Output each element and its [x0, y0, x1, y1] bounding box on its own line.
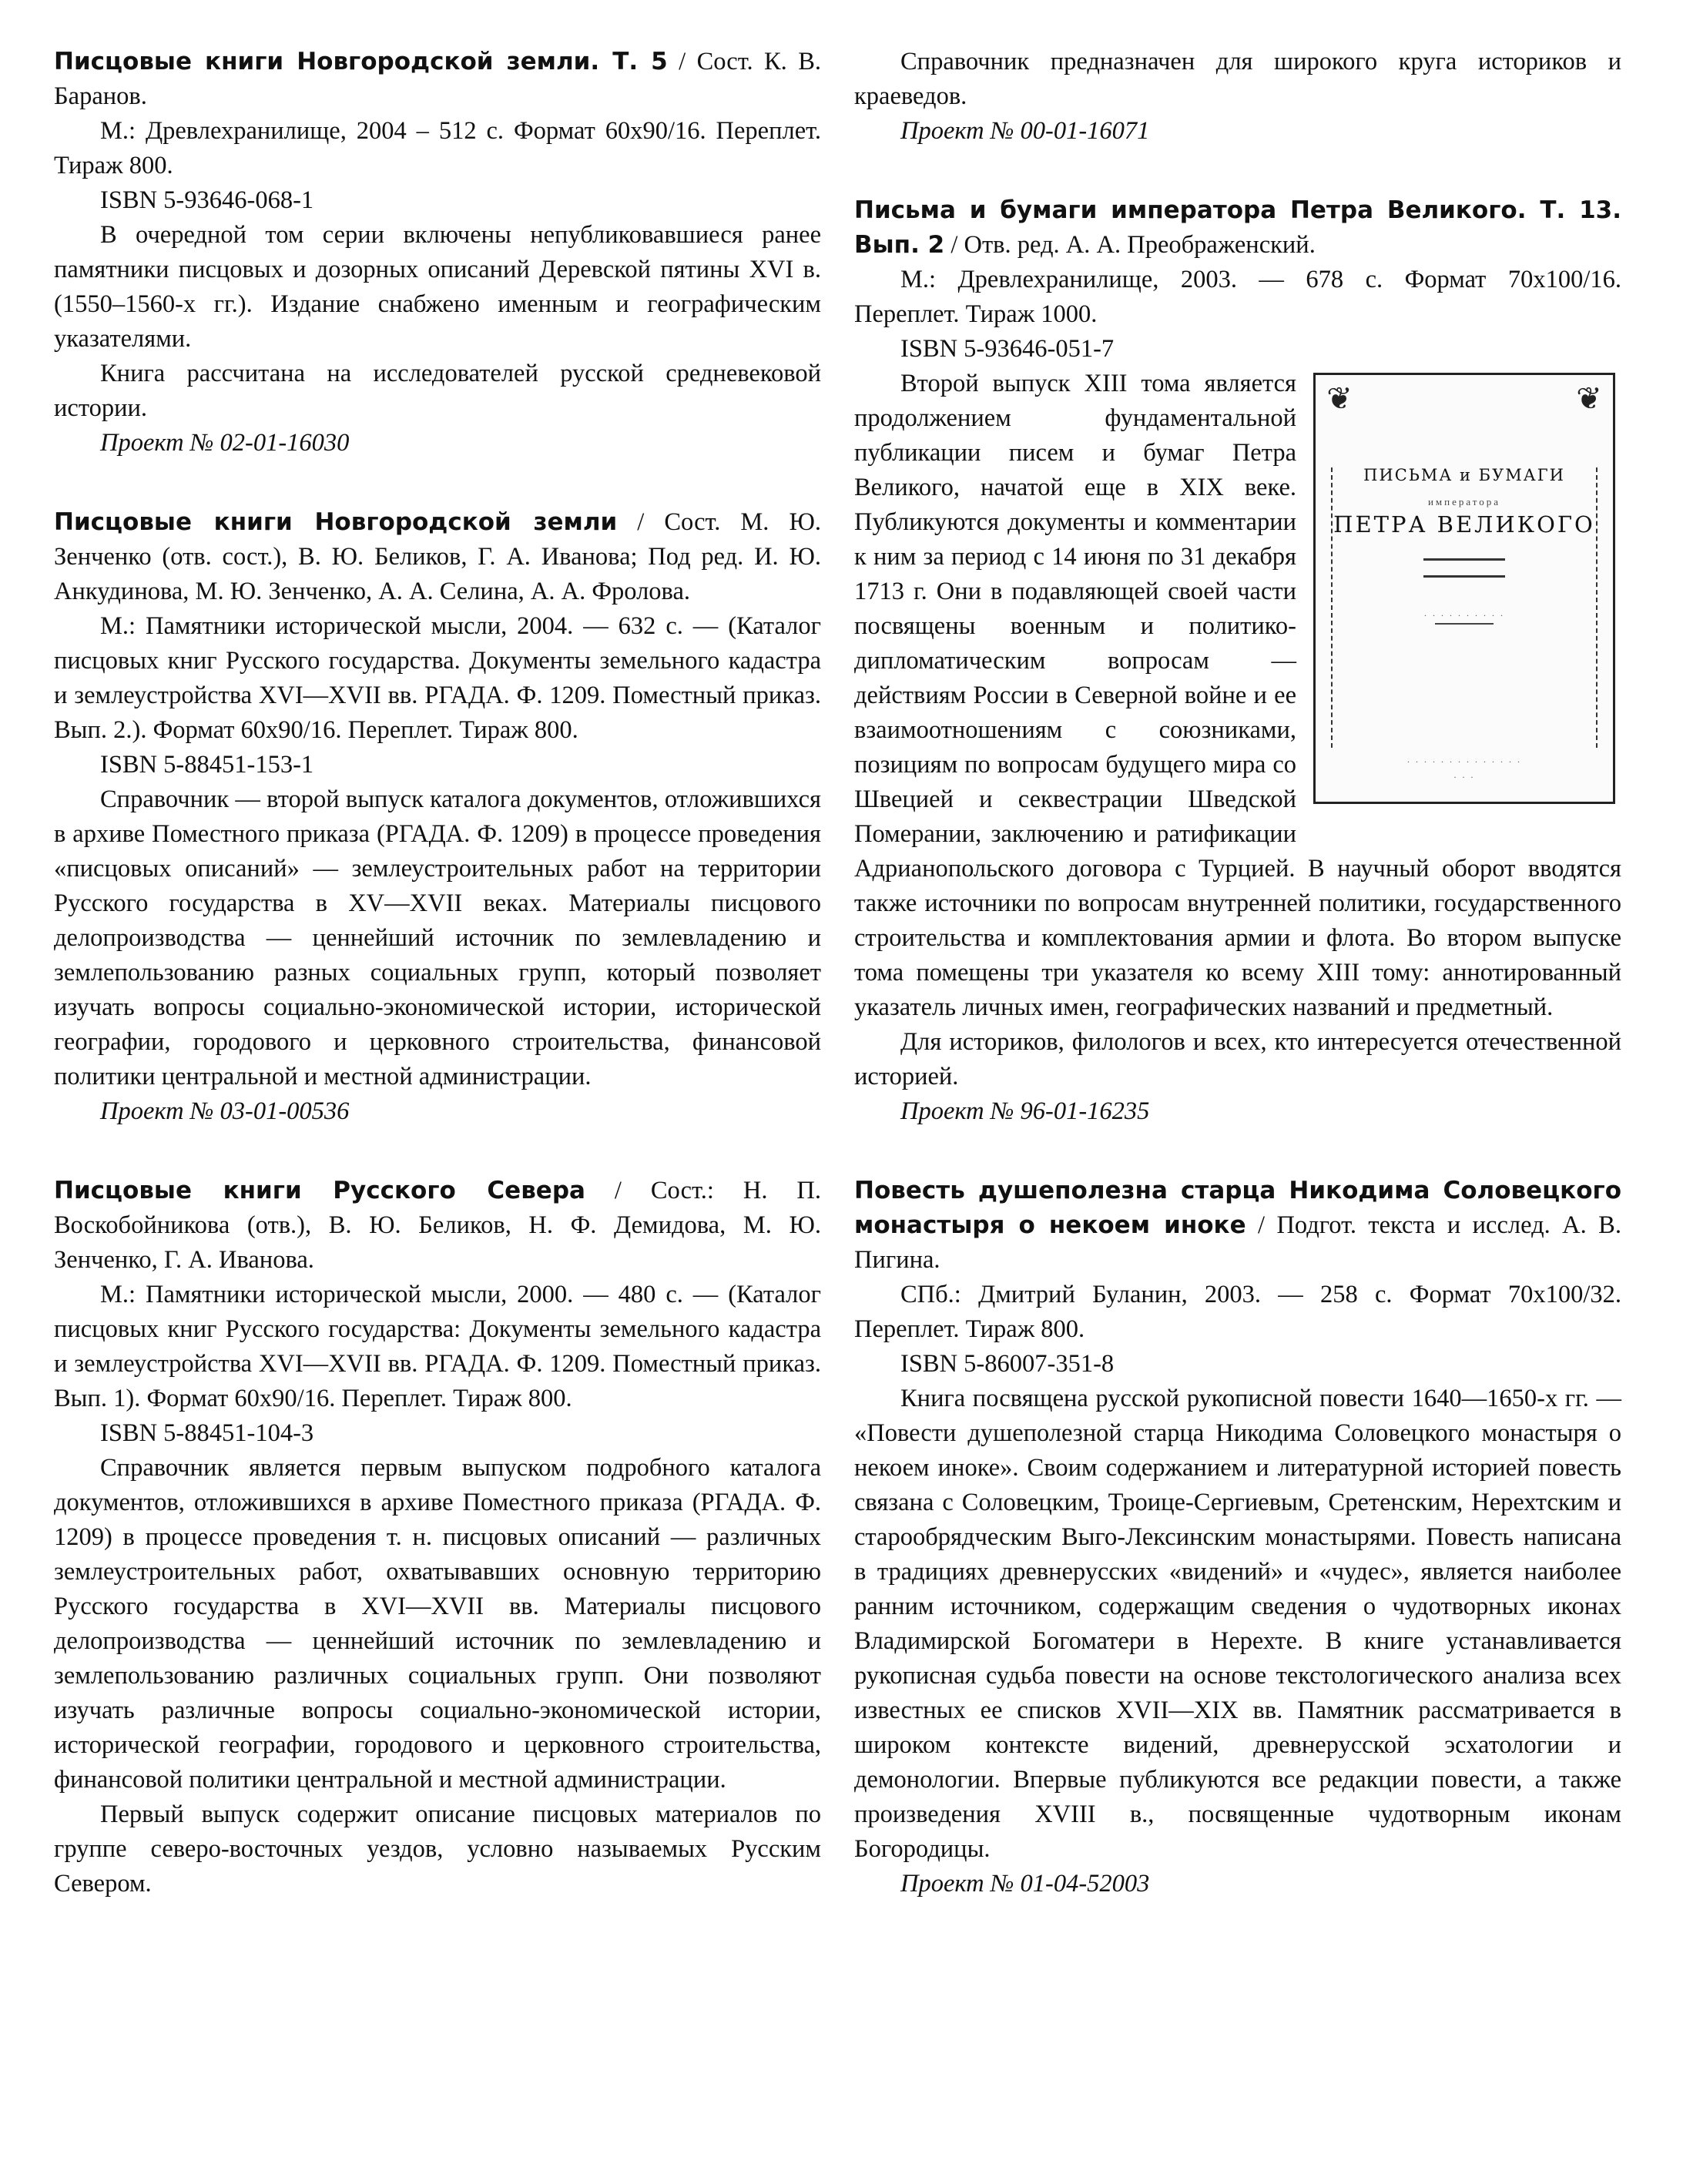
book-description: Книга посвящена русской рукописной повести 1640—1650-х гг. — «Повести душеполезной старца Никодима Соловецкого монастыря о некоем иноке». Своим содержанием и литературной историей повесть связана с Соловецким, Троице-Сергиевым, Сретенским, Нерехтским и старообрядческим Выго-Лексинским монастырями. Повесть написана в традициях древнерусских «видений» и «чудес», является наиболее ранним источником, содержащим сведения о чудотворных иконах Владимирской Богоматери в Нерехте. В книге устанавливается рукописная судьба повести на основе текстологического анализа всех известных ее списков XVII—XIX вв. Памятник рассматривается в широком контексте видений, древнерусской эсхатологии и демонологии. Впервые публикуются все редакции повести, а также произведения XVIII в., посвященные чудотворным иконам Богородицы. [854, 1385, 1621, 1863]
book-audience: Справочник предназначен для широкого круга историков и краеведов. [854, 48, 1621, 110]
book-title: Писцовые книги Новгородской земли [54, 508, 618, 536]
book-isbn: ISBN 5-88451-104-3 [100, 1419, 314, 1447]
book-description: Второй выпуск XIII тома является продолжением фундаментальной публикации писем и бумаг Петра Великого, начатой еще в XIX веке. Публикуются документы и комментарии к ним за период с 14 июня по 31 декабря 1713 г. Они в подавляющей своей части посвящены военным и политико-дипломатическим вопросам — действиям России в Северной войне и ее взаимоотношениям с союзниками, позициям по вопросам будущего мира со Швецией и секвестрации Шведской Померании, заключению и ратификации Адрианопольского договора с Турцией. В научный оборот вводятся также источники по вопросам внутренней политики, государственного строительства и комплектования армии и флота. Во втором выпуске тома помещены три указателя ко всему XIII тому: аннотированный указатель личных имен, географических названий и предметный. [854, 370, 1621, 1021]
book-isbn: ISBN 5-86007-351-8 [900, 1350, 1115, 1378]
right-column [854, 45, 1621, 1901]
project-number: Проект № 00-01-16071 [900, 117, 1150, 145]
book-audience: Книга рассчитана на исследователей русской средневековой истории. [54, 360, 821, 422]
cover-title-line-1: ПИСЬМА и БУМАГИ [1363, 466, 1565, 484]
ornament-corner-icon: ❦ [1326, 381, 1353, 416]
book-isbn: ISBN 5-88451-153-1 [100, 751, 314, 779]
entry-heading [854, 193, 1621, 263]
ornament-corner-icon: ❦ [1576, 381, 1602, 416]
project-number: Проект № 03-01-00536 [100, 1097, 350, 1125]
project-number: Проект № 02-01-16030 [100, 429, 350, 457]
book-isbn: ISBN 5-93646-068-1 [100, 186, 314, 214]
book-title: Писцовые книги Русского Севера [54, 1177, 585, 1204]
book-credits: / Сост. М. Ю. Зенченко (отв. сост.), В. Ю. Беликов, Г. А. Иванова; Под ред. И. Ю. Анкудинова, М. Ю. Зенченко, А. А. Селина, А. А. Фролова. [54, 508, 821, 605]
entry-heading [854, 1174, 1621, 1278]
book-title: Писцовые книги Новгородской земли. Т. 5 [54, 48, 668, 75]
book-entry [854, 193, 1621, 1129]
entry-heading [54, 45, 821, 114]
book-title: Письма и бумаги императора Петра Великого. Т. 13. Вып. 2 [854, 196, 1621, 259]
project-number: Проект № 01-04-52003 [900, 1870, 1150, 1898]
book-entry [54, 45, 821, 461]
entry-heading [54, 1174, 821, 1278]
book-description: Справочник — второй выпуск каталога документов, отложившихся в архиве Поместного приказа (РГАДА. Ф. 1209) в процессе проведения «писцовых описаний» — землеустроительных работ на территории Русского государства в XV—XVII веках. Материалы писцового делопроизводства — ценнейший источник по землевладению и землепользованию разных социальных групп, который позволяет изучать вопросы социально-экономической истории, исторической географии, городового и церковного строительства, финансовой политики центральной и местной администрации. [54, 786, 821, 1090]
book-description-continued: Первый выпуск содержит описание писцовых материалов по группе северо-восточных уездов, условно называемых Русским Севером. [54, 1800, 821, 1898]
book-credits: / Сост.: Н. П. Воскобойникова (отв.), В. Ю. Беликов, Н. Ф. Демидова, М. Ю. Зенченко, Г. А. Иванова. [54, 1177, 821, 1274]
book-cover-figure [1313, 373, 1621, 813]
project-number: Проект № 96-01-16235 [900, 1097, 1150, 1125]
book-entry [54, 505, 821, 1129]
book-imprint: М.: Памятники исторической мысли, 2004. — 632 с. — (Каталог писцовых книг Русского государства. Документы земельного кадастра и землеустройства XVI—XVII вв. РГАДА. Ф. 1209. Поместный приказ. Вып. 2.). Формат 60х90/16. Переплет. Тираж 800. [54, 612, 821, 744]
book-cover-image [1313, 373, 1615, 804]
book-imprint: М.: Древлехранилище, 2004 – 512 с. Формат 60х90/16. Переплет. Тираж 800. [54, 117, 821, 179]
book-entry [854, 1174, 1621, 1901]
cover-rule [1435, 623, 1494, 625]
book-isbn: ISBN 5-93646-051-7 [900, 335, 1115, 363]
book-credits: / Отв. ред. А. А. Преображенский. [944, 231, 1316, 259]
book-credits: / Сост. К. В. Баранов. [54, 48, 822, 110]
cover-faint-text: · · · · · · · · · · · · · · [1406, 756, 1522, 767]
book-description: В очередной том серии включены непубликовавшиеся ранее памятники писцовых и дозорных описаний Деревской пятины XVI в. (1550–1560-х гг.). Издание снабжено именным и географическим указателями. [54, 221, 821, 353]
left-column [54, 45, 821, 1901]
book-entry [54, 1174, 821, 1901]
cover-faint-text: · · · [1453, 772, 1475, 782]
book-description: Справочник является первым выпуском подробного каталога документов, отложившихся в архиве Поместного приказа (РГАДА. Ф. 1209) в процессе проведения т. н. писцовых описаний — различных землеустроительных работ, охватывавших основную территорию Русского государства в XVI—XVII вв. Материалы писцового делопроизводства — ценнейший источник по землевладению и землепользованию различных социальных групп. Они позволяют изучать различные вопросы социально-экономической истории, исторической географии, городового и церковного строительства, финансовой политики центральной и местной администрации. [54, 1454, 821, 1794]
book-imprint: СПб.: Дмитрий Буланин, 2003. — 258 с. Формат 70х100/32. Переплет. Тираж 800. [854, 1281, 1621, 1343]
cover-faint-text: · · · · · · · · · · [1423, 610, 1505, 621]
book-entry-continuation [854, 45, 1621, 149]
entry-heading [54, 505, 821, 609]
cover-rule [1423, 575, 1505, 578]
book-imprint: М.: Памятники исторической мысли, 2000. — 480 с. — (Каталог писцовых книг Русского государства: Документы земельного кадастра и землеустройства XVI—XVII вв. РГАДА. Ф. 1209. Поместный приказ. Вып. 1). Формат 60х90/16. Переплет. Тираж 800. [54, 1281, 821, 1412]
book-credits: / Подгот. текста и исслед. А. В. Пигина. [854, 1211, 1621, 1274]
book-audience: Для историков, филологов и всех, кто интересуется отечественной историей. [854, 1028, 1621, 1090]
cover-title-line-3: ПЕТРА ВЕЛИКОГО [1333, 511, 1595, 538]
cover-title-line-2: императора [1427, 496, 1501, 507]
book-title: Повесть душеполезна старца Никодима Соловецкого монастыря о некоем иноке [854, 1177, 1621, 1239]
cover-rule [1423, 558, 1505, 561]
book-imprint: М.: Древлехранилище, 2003. — 678 с. Формат 70х100/16. Переплет. Тираж 1000. [854, 266, 1621, 328]
